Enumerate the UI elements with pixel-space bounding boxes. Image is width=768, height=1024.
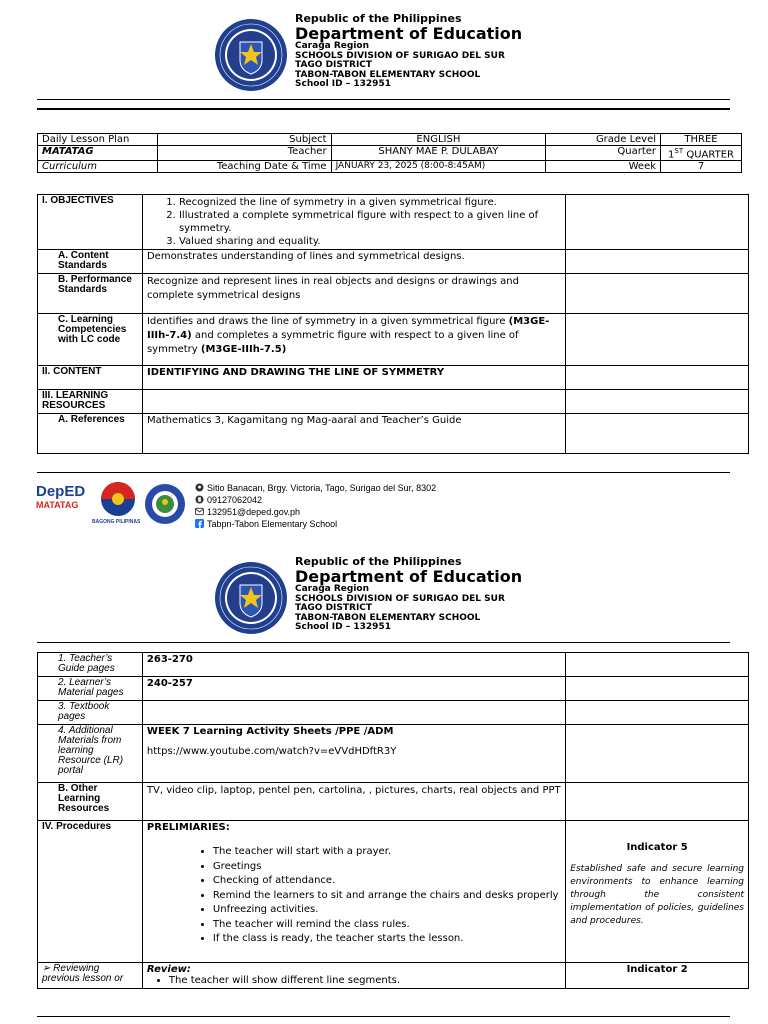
perf-std-value: Recognize and represent lines in real objects and designs or drawings and complete symmetrical designs — [142, 274, 565, 314]
subject-value: ENGLISH — [331, 134, 546, 146]
prelim-title: PRELIMIARIES: — [146, 822, 230, 833]
lesson-plan-table-1 — [37, 194, 749, 454]
objectives-cell — [142, 195, 565, 250]
location-icon — [195, 483, 204, 492]
plan-label: Daily Lesson Plan — [38, 134, 158, 146]
remarks-cell — [566, 366, 749, 390]
bagong-pilipinas-text: BAGONG PILIPINAS — [92, 519, 141, 525]
indicator2-title: Indicator 2 — [566, 963, 749, 989]
header-divider-thin — [37, 642, 730, 643]
email-icon — [195, 507, 204, 516]
prelim-item: • Checking of attendance. — [213, 874, 561, 889]
matatag-label: MATATAG — [38, 146, 158, 161]
prelim-item: • Remind the learners to sit and arrange the chairs and desks properly — [213, 889, 561, 904]
prelim-cell — [142, 821, 565, 963]
school-text: TABON-TABON ELEMENTARY SCHOOL — [295, 69, 481, 80]
other-value: TV, video clip, laptop, pentel pen, cartolina, , pictures, charts, real objects and PPT — [142, 783, 565, 821]
prelim-item: • If the class is ready, the teacher starts the lesson. — [213, 932, 561, 947]
week-label: Week — [546, 161, 661, 173]
division-text: SCHOOLS DIVISION OF SURIGAO DEL SUR — [295, 50, 505, 61]
footer-contact — [195, 482, 436, 530]
curriculum-label: Curriculum — [38, 161, 158, 173]
competencies-label: C. Learning Competencies with LC code — [38, 314, 143, 366]
department-title: Department of Education — [295, 23, 523, 43]
prelim-item: • The teacher will start with a prayer. — [213, 845, 561, 860]
am-value: WEEK 7 Learning Activity Sheets /PPE /ADM — [146, 726, 394, 737]
address-line: Sitio Banacan, Brgy. Victoria, Tago, Surigao del Sur, 8302 — [195, 482, 436, 494]
remarks-cell — [566, 725, 749, 783]
references-value: Mathematics 3, Kagamitang ng Mag-aaral and Teacher’s Guide — [142, 414, 565, 454]
republic-text: Republic of the Philippines — [295, 555, 462, 568]
quarter-label: Quarter — [546, 146, 661, 161]
remarks-cell — [566, 783, 749, 821]
content-label: II. CONTENT — [38, 366, 143, 390]
district-text: TAGO DISTRICT — [295, 60, 373, 71]
region-text: Caraga Region — [295, 41, 369, 52]
remarks-cell — [566, 250, 749, 274]
facebook-line: Tabpn-Tabon Elementary School — [195, 518, 436, 530]
references-label: A. References — [38, 414, 143, 454]
lm-value: 240-257 — [142, 677, 565, 701]
remarks-cell — [566, 677, 749, 701]
indicator5-cell — [566, 821, 749, 963]
resources-value — [142, 390, 565, 414]
competencies-value: Identifies and draws the line of symmetry in a given symmetrical figure (M3GE-IIIh-7.4) and completes a symmetric figure with respect to a given line of symmetry (M3GE-IIIh-7.5) — [142, 314, 565, 366]
objective-item: 3. Valued sharing and equality. — [179, 235, 561, 248]
remarks-cell — [566, 414, 749, 454]
school-seal-logo — [144, 483, 186, 525]
resources-label: III. LEARNING RESOURCES — [38, 390, 143, 414]
week-value: 7 — [661, 161, 742, 173]
header-divider-thick — [37, 108, 730, 110]
tb-value — [142, 701, 565, 725]
teacher-value: SHANY MAE P. DULABAY — [331, 146, 546, 161]
department-title: Department of Education — [295, 566, 523, 586]
procedures-label: IV. Procedures — [38, 821, 143, 963]
prelim-list — [147, 845, 561, 947]
prelim-item: • Unfreezing activities. — [213, 903, 561, 918]
footer-divider — [37, 1016, 730, 1017]
date-label: Teaching Date & Time — [157, 161, 331, 173]
content-value: IDENTIFYING AND DRAWING THE LINE OF SYMMETRY — [142, 366, 565, 390]
school-id-text: School ID – 132951 — [295, 79, 391, 90]
lesson-plan-table-2 — [37, 652, 749, 989]
lm-label: 2. Learner’s Material pages — [38, 677, 143, 701]
review-title: Review: — [146, 964, 191, 975]
objectives-label: I. OBJECTIVES — [38, 195, 143, 250]
footer-divider — [37, 472, 730, 473]
division-text: SCHOOLS DIVISION OF SURIGAO DEL SUR — [295, 593, 505, 604]
facebook-icon — [195, 519, 204, 528]
review-item: • The teacher will show different line segments. — [169, 975, 561, 986]
phone-icon — [195, 495, 204, 504]
teacher-label: Teacher — [157, 146, 331, 161]
lesson-info-table — [37, 133, 742, 173]
deped-seal-logo — [214, 561, 288, 635]
remarks-cell — [566, 314, 749, 366]
republic-text: Republic of the Philippines — [295, 12, 462, 25]
indicator5-title: Indicator 5 — [626, 842, 688, 853]
other-label: B. Other Learning Resources — [38, 783, 143, 821]
am-label: 4. Additional Materials from learning Resource (LR) portal — [38, 725, 143, 783]
region-text: Caraga Region — [295, 584, 369, 595]
deped-seal-logo — [214, 18, 288, 92]
deped-logo: DepED MATATAG — [36, 483, 86, 510]
remarks-cell — [566, 701, 749, 725]
remarks-cell — [566, 390, 749, 414]
school-id-text: School ID – 132951 — [295, 622, 391, 633]
remarks-cell — [566, 195, 749, 250]
school-text: TABON-TABON ELEMENTARY SCHOOL — [295, 612, 481, 623]
subject-label: Subject — [157, 134, 331, 146]
review-cell — [142, 963, 565, 989]
objective-item: 2. Illustrated a complete symmetrical figure with respect to a given line of symmetry. — [179, 209, 561, 235]
district-text: TAGO DISTRICT — [295, 603, 373, 614]
tg-label: 1. Teacher’s Guide pages — [38, 653, 143, 677]
objective-item: 1. Recognized the line of symmetry in a given symmetrical figure. — [179, 196, 561, 209]
prelim-item: • The teacher will remind the class rules. — [213, 918, 561, 933]
date-value: JANUARY 23, 2025 (8:00-8:45AM) — [331, 161, 546, 173]
remarks-cell — [566, 653, 749, 677]
quarter-value: 1ST QUARTER — [661, 146, 742, 161]
letterhead-2 — [295, 556, 522, 633]
letterhead-1 — [295, 13, 522, 90]
phone-line: 09127062042 — [195, 494, 436, 506]
tg-value: 263-270 — [142, 653, 565, 677]
am-cell — [142, 725, 565, 783]
grade-label: Grade Level — [546, 134, 661, 146]
content-std-label: A. Content Standards — [38, 250, 143, 274]
grade-value: THREE — [661, 134, 742, 146]
email-line: 132951@deped.gov.ph — [195, 506, 436, 518]
prelim-item: • Greetings — [213, 860, 561, 875]
indicator5-text: Established safe and secure learning environments to enhance learning through the consistent implementation of policies, guidelines and procedures. — [570, 864, 744, 926]
bagong-pilipinas-logo — [96, 480, 140, 518]
review-label: ➢ Reviewing previous lesson or — [38, 963, 143, 989]
remarks-cell — [566, 274, 749, 314]
perf-std-label: B. Performance Standards — [38, 274, 143, 314]
tb-label: 3. Textbook pages — [38, 701, 143, 725]
content-std-value: Demonstrates understanding of lines and symmetrical designs. — [142, 250, 565, 274]
video-link[interactable]: https://www.youtube.com/watch?v=eVVdHDftR3Y — [146, 746, 397, 757]
header-divider-thin — [37, 99, 730, 100]
